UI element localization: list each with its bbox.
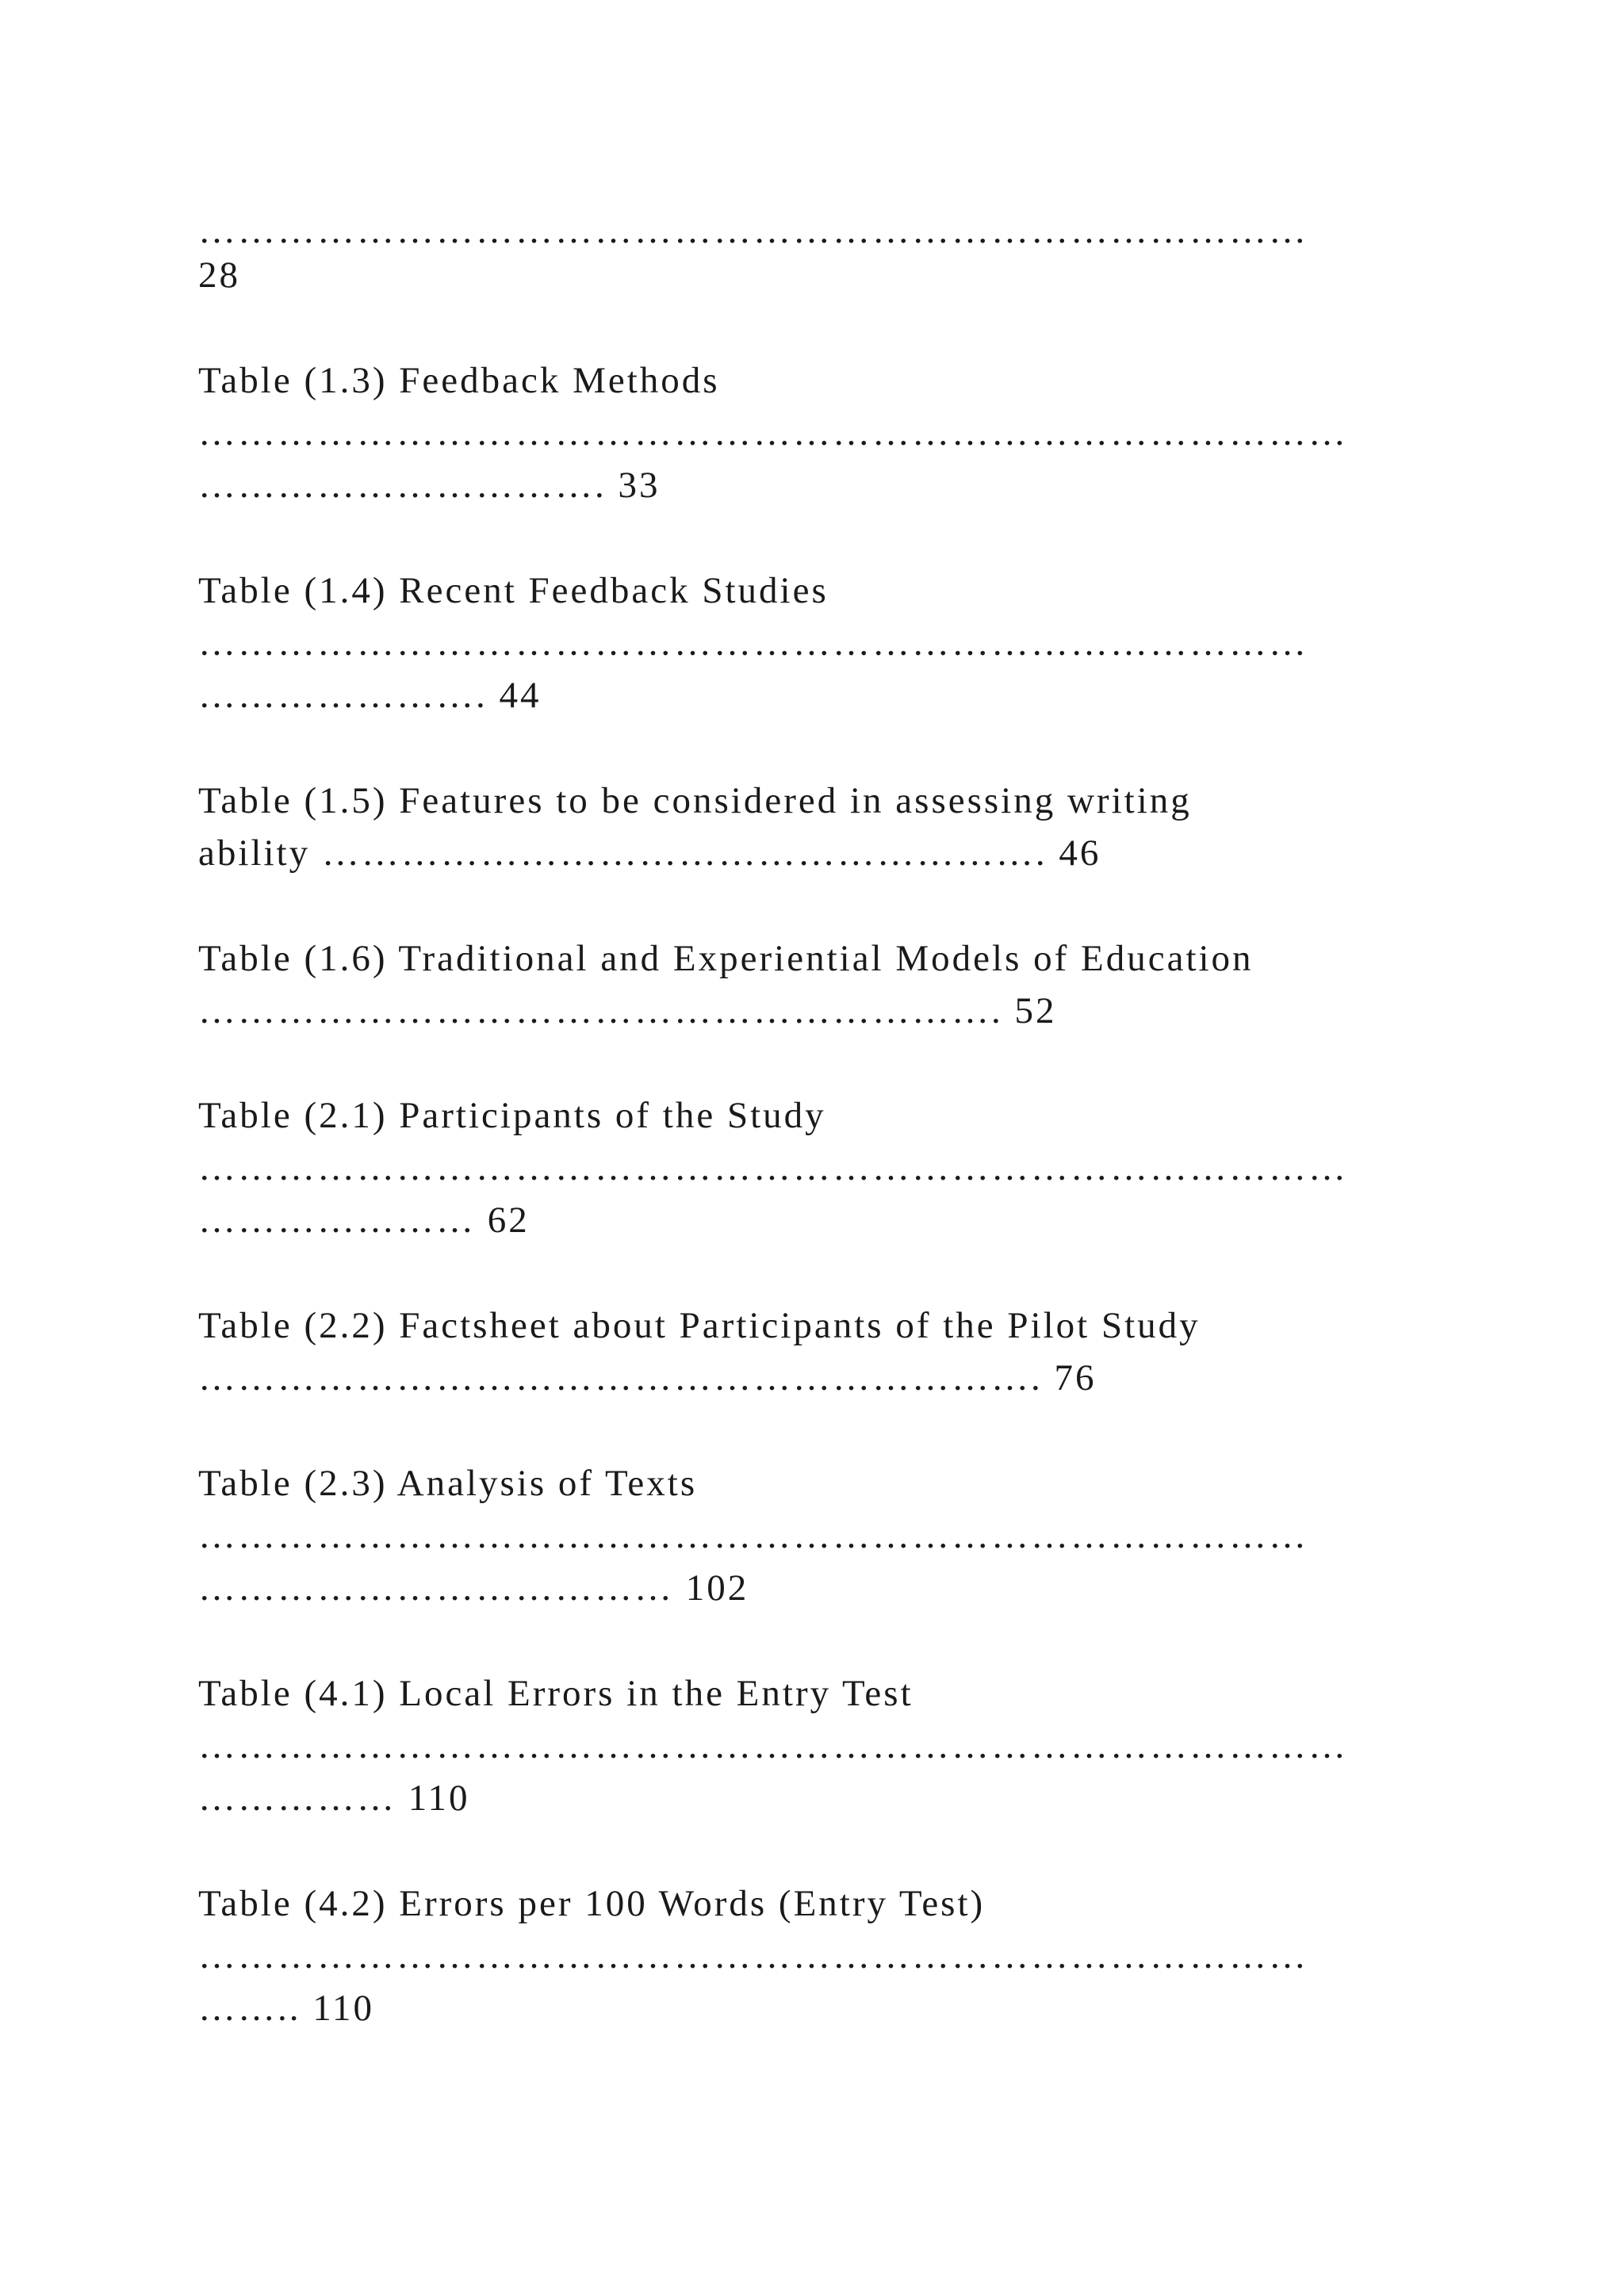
toc-leader-page-number: …………………………. 33 — [198, 465, 661, 506]
toc-leader-line: ………………………………………………………………………… — [198, 622, 1308, 664]
toc-leader-page-number: ……………………………… 102 — [198, 1567, 749, 1609]
toc-leader-page-number: ………………………………………………………. 76 — [198, 1357, 1097, 1399]
toc-entry-title: Table (1.4) Recent Feedback Studies — [198, 570, 829, 611]
toc-leader-page-number: ability ………………………………………………. 46 — [198, 832, 1101, 874]
toc-leader-page-number: …………………. 44 — [198, 675, 542, 716]
toc-entry-title: Table (1.5) Features to be considered in assessing writing — [198, 780, 1192, 821]
toc-leader-line: ………………………………………………………………………… — [198, 1935, 1308, 1976]
toc-leader-page-number: …………… 110 — [198, 1777, 470, 1819]
toc-leader-page-number: …….. 110 — [198, 1988, 375, 2029]
toc-leader-page-number: ……………………………………………………. 52 — [198, 990, 1057, 1031]
toc-entry-title: Table (2.2) Factsheet about Participants of the Pilot Study — [198, 1305, 1201, 1346]
toc-leader-line: ………………………………………………………………………… — [198, 1515, 1308, 1556]
toc-entry-title: Table (2.1) Participants of the Study — [198, 1095, 826, 1136]
toc-page-number: 28 — [198, 254, 240, 296]
toc-leader-line: …………………………………………………………………………… — [198, 1725, 1348, 1766]
toc-entry-title: Table (4.2) Errors per 100 Words (Entry Test) — [198, 1883, 986, 1924]
toc-entry-title: Table (1.6) Traditional and Experiential Models of Education — [198, 938, 1254, 979]
toc-entry-title: Table (1.3) Feedback Methods — [198, 360, 720, 401]
toc-leader-line: ………………………………………………………………………… — [198, 210, 1308, 251]
toc-leader-line: …………………………………………………………………………… — [198, 1147, 1348, 1188]
toc-entry-title: Table (4.1) Local Errors in the Entry Test — [198, 1673, 914, 1714]
toc-leader-page-number: ………………… 62 — [198, 1200, 530, 1241]
toc-entry-title: Table (2.3) Analysis of Texts — [198, 1463, 698, 1504]
toc-leader-line: …………………………………………………………………………… — [198, 412, 1348, 453]
